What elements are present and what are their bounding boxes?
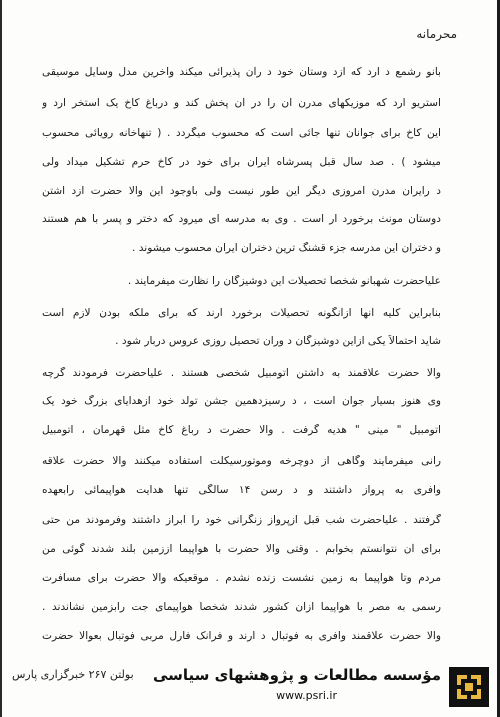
text-line: برای آن نتوانستم بخوابم . وقتی والا حضرت با هواپیما اززمین بلند شدند گوئی من	[42, 543, 441, 555]
text-line: د رایران مدرن امروزی دیگر این طور نیست ولی باوجود این والا حضرت ازد اشتن	[42, 185, 441, 197]
text-line: وی هنوز بسیار جوان است ، د رسیزدهمین جشن تولد خود ازهدایای بزرگ خود یک	[42, 395, 441, 407]
text-line: دوستان مونث برخورد ار است . وی به مدرسه ای میرود که دختر و پسر با هم هستند	[42, 213, 441, 225]
text-line: رسمی به مصر با هواپیما ازآن کشور شدند شخصاً هواپیمای جت رابزمین نشاندند .	[42, 601, 441, 613]
text-line: میشود ) . صد سال قبل پسرشاه ایران برای خود در کاخ حرم تشکیل میداد ولی	[42, 156, 441, 168]
text-line: گرفتند . علیاحضرت شب قبل ازپرواز زنگرانی خود را ابراز داشتند وفرمودند من حتی	[42, 514, 441, 526]
confidential-mark: محرمانه	[416, 27, 457, 41]
text-line: وافری به پرواز داشتند و د رسن ۱۴ سالگی تنها هدایت هواپیمائی رابعهده	[42, 484, 441, 496]
text-line: والا حضرت علاقمند وافری به فوتبال د ارند و فرانک فارل مربی فوتبال بعوالا حضرت	[42, 630, 441, 642]
text-line: بانو رشمع د ارد که ازد وستان خود د رآن پذیرائی میکند وآخرین مدل وسایل موسیقی	[42, 66, 441, 78]
logo-pattern-icon	[453, 671, 485, 703]
text-line: این کاخ برای جوانان تنها جائی است که محسوب میگردد . ( تنهاخانه رویائی محسوب	[42, 127, 441, 139]
text-line: رانی میفرمایند وگاهی از دوچرخه وموتورسیکلت استفاده میکنند والا حضرت علاقه	[42, 455, 441, 467]
text-line: شاید احتمالاً یکی ازاین دوشیزگان د وران تحصیل روزی عروس دربار شود .	[115, 335, 441, 347]
institute-logo-icon	[449, 667, 489, 707]
source-note: بولتن ۲۶۷ خبرگزاری پارس	[12, 668, 134, 681]
text-line: و دختران این مدرسه جزء قشنگ ترین دختران ایران محسوب میشوند .	[132, 242, 441, 254]
text-line: اتومبیل " مینی " هدیه گرفت . والا حضرت د رباغ کاخ مثل قهرمان ، اتومبیل	[42, 424, 441, 436]
institute-url: www.psri.ir	[276, 689, 337, 702]
text-line: استریو ارد که موزیکهای مدرن آن را در آن پخش کند و درباغ کاخ یک استخر ارد و	[42, 97, 441, 109]
institute-name: مؤسسه مطالعات و پژوهشهای سیاسی	[152, 666, 441, 684]
text-line: والا حضرت علاقمند به داشتن اتومبیل شخصی هستند . علیاحضرت فرمودند گرچه	[42, 367, 441, 379]
text-line: مردم وتا هواپیما به زمین نشست زنده نشدم . موقعیکه والا حضرت برای مسافرت	[42, 572, 441, 584]
text-line: علیاحضرت شهبانو شخصاً تحصیلات این دوشیزگان را نظارت میفرمایند .	[127, 275, 441, 287]
text-line: بنابراین کلیه آنها ازآنگونه تحصیلات برخورد ارند که برای ملکه بودن لازم است	[42, 307, 441, 319]
